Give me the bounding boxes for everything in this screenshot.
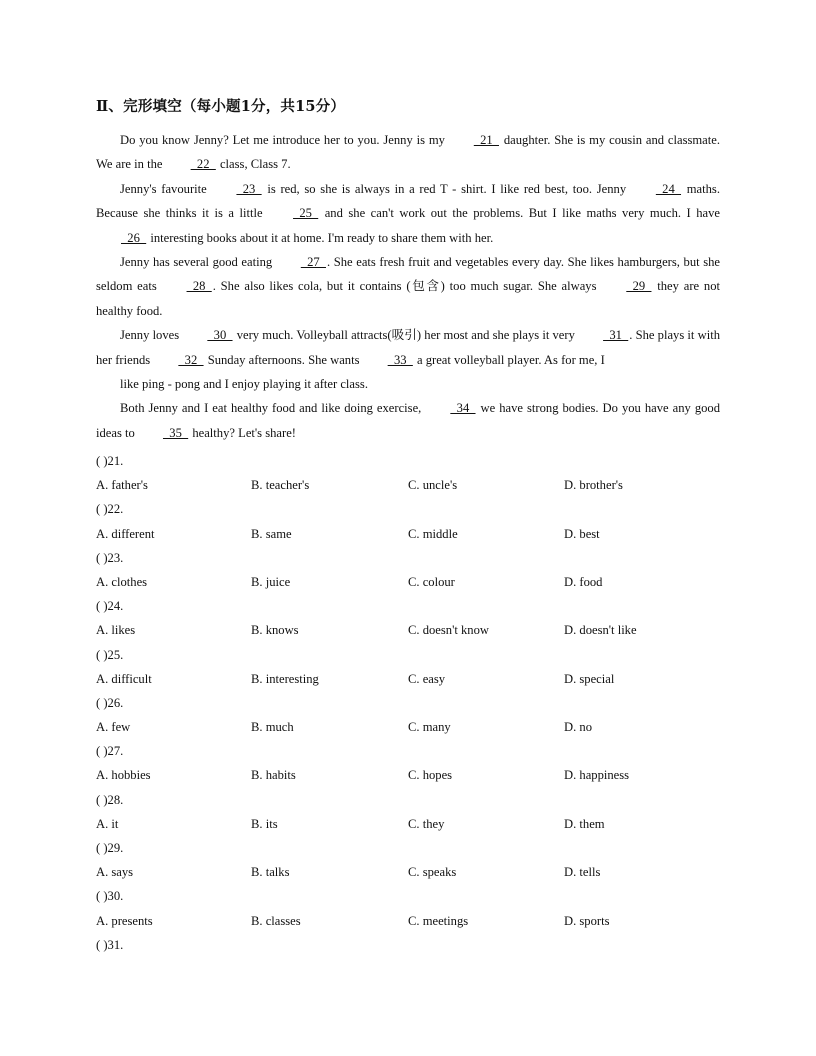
option-d: D. sports bbox=[564, 913, 610, 928]
text: we have strong bodies. Do you have any good ideas to bbox=[96, 401, 721, 440]
blank-34: 34 bbox=[450, 401, 476, 416]
options-row-21 bbox=[96, 473, 736, 497]
text: they are not healthy food. bbox=[96, 279, 720, 318]
blank-28: 28 bbox=[186, 279, 212, 294]
options-row-26 bbox=[96, 715, 736, 739]
option-a: A. presents bbox=[96, 913, 153, 928]
options-row-23 bbox=[96, 570, 736, 594]
option-c: C. speaks bbox=[408, 865, 457, 880]
question-number-21: ( )21. bbox=[96, 454, 124, 468]
options-row-25 bbox=[96, 667, 736, 691]
blank-21: 21 bbox=[473, 133, 499, 147]
options-row-30 bbox=[96, 909, 736, 933]
question-number-22: ( )22. bbox=[96, 502, 124, 517]
option-d: D. brother's bbox=[564, 478, 623, 493]
option-a: A. clothes bbox=[96, 574, 148, 589]
option-d: D. no bbox=[564, 720, 592, 735]
option-c: C. middle bbox=[408, 526, 458, 541]
option-a: A. likes bbox=[96, 623, 136, 638]
blank-35: 35 bbox=[162, 425, 189, 440]
question-list bbox=[96, 449, 736, 957]
paragraph-1 bbox=[96, 128, 720, 177]
text: . She also likes cola, but it contains (包含) too much sugar. She always bbox=[212, 279, 602, 294]
paragraph-2 bbox=[96, 177, 720, 250]
option-d: D. doesn't like bbox=[564, 623, 637, 638]
options-row-28 bbox=[96, 812, 736, 836]
text: Jenny loves bbox=[120, 328, 183, 343]
option-a: A. father's bbox=[96, 478, 148, 493]
options-row-29 bbox=[96, 860, 736, 884]
option-b: B. knows bbox=[251, 623, 299, 638]
option-c: C. hopes bbox=[408, 768, 453, 783]
paragraph-4 bbox=[96, 323, 720, 372]
option-c: C. they bbox=[408, 816, 445, 831]
option-c: C. easy bbox=[408, 671, 446, 686]
option-c: C. colour bbox=[408, 574, 455, 589]
question-number-27: ( )27. bbox=[96, 744, 124, 759]
text: . She plays it with her friends bbox=[96, 328, 721, 367]
blank-23: 23 bbox=[236, 181, 262, 196]
question-number-28: ( )28. bbox=[96, 792, 124, 807]
option-c: C. many bbox=[408, 720, 451, 735]
section-title: Ⅱ、完形填空（每小题1分，共15分） bbox=[96, 98, 346, 115]
text: a great volleyball player. As for me, I bbox=[413, 352, 605, 367]
option-a: A. different bbox=[96, 526, 155, 541]
blank-31: 31 bbox=[603, 328, 629, 343]
text: maths. Because she thinks it is a little bbox=[96, 181, 720, 221]
text: Both Jenny and I eat healthy food and like doing exercise, bbox=[120, 401, 426, 416]
text: interesting books about it at home. I'm ready to share them with her. bbox=[147, 230, 494, 245]
blank-29: 29 bbox=[626, 279, 652, 294]
paragraph-5: like ping - pong and I enjoy playing it after class. bbox=[120, 377, 368, 392]
text: class, Class 7. bbox=[216, 157, 291, 172]
question-number-23: ( )23. bbox=[96, 550, 124, 565]
option-b: B. classes bbox=[251, 913, 301, 928]
paragraph-6 bbox=[96, 396, 720, 445]
blank-30: 30 bbox=[207, 328, 233, 343]
question-number-26: ( )26. bbox=[96, 695, 124, 710]
option-a: A. few bbox=[96, 720, 131, 735]
blank-33: 33 bbox=[387, 352, 413, 367]
options-row-24 bbox=[96, 618, 736, 642]
text: Sunday afternoons. She wants bbox=[204, 352, 363, 367]
option-a: A. says bbox=[96, 865, 134, 880]
blank-25: 25 bbox=[293, 206, 319, 221]
option-b: B. its bbox=[251, 816, 278, 831]
option-b: B. habits bbox=[251, 768, 296, 783]
question-number-31: ( )31. bbox=[96, 937, 124, 952]
text: Jenny has several good eating bbox=[120, 255, 276, 270]
option-d: D. food bbox=[564, 574, 603, 589]
option-b: B. teacher's bbox=[251, 478, 310, 493]
blank-32: 32 bbox=[178, 352, 204, 367]
blank-27: 27 bbox=[300, 255, 326, 270]
question-number-29: ( )29. bbox=[96, 841, 124, 855]
option-b: B. interesting bbox=[251, 671, 319, 686]
question-number-30: ( )30. bbox=[96, 889, 124, 904]
option-c: C. doesn't know bbox=[408, 623, 489, 638]
option-c: C. meetings bbox=[408, 913, 469, 928]
blank-24: 24 bbox=[655, 181, 682, 196]
blank-26: 26 bbox=[121, 230, 147, 245]
text: healthy? Let's share! bbox=[189, 425, 296, 440]
option-a: A. it bbox=[96, 816, 119, 831]
text: Jenny's favourite bbox=[120, 181, 212, 196]
text: Do you know Jenny? Let me introduce her to you. Jenny is my bbox=[120, 133, 449, 147]
option-d: D. special bbox=[564, 671, 615, 686]
text: and she can't work out the problems. But I like maths very much. I have bbox=[319, 206, 720, 221]
option-d: D. best bbox=[564, 526, 600, 541]
text: daughter. She is my cousin and classmate. We are in the bbox=[96, 133, 720, 172]
option-d: D. them bbox=[564, 816, 605, 831]
question-number-25: ( )25. bbox=[96, 647, 124, 662]
option-a: A. difficult bbox=[96, 671, 152, 686]
option-b: B. same bbox=[251, 526, 292, 541]
cloze-passage bbox=[96, 128, 720, 445]
question-number-24: ( )24. bbox=[96, 599, 124, 614]
paragraph-3 bbox=[96, 250, 720, 323]
option-d: D. tells bbox=[564, 865, 601, 880]
option-c: C. uncle's bbox=[408, 478, 458, 493]
options-row-22 bbox=[96, 522, 736, 546]
options-row-27 bbox=[96, 763, 736, 787]
text: . She eats fresh fruit and vegetables every day. She likes hamburgers, but she seldom eats bbox=[96, 255, 720, 294]
option-d: D. happiness bbox=[564, 768, 630, 783]
blank-22: 22 bbox=[190, 157, 216, 172]
text: very much. Volleyball attracts(吸引) her most and she plays it very bbox=[233, 328, 579, 343]
option-a: A. hobbies bbox=[96, 768, 151, 783]
option-b: B. talks bbox=[251, 865, 290, 880]
option-b: B. juice bbox=[251, 574, 291, 589]
option-b: B. much bbox=[251, 720, 294, 735]
text: is red, so she is always in a red T - shirt. I like red best, too. Jenny bbox=[262, 181, 631, 196]
